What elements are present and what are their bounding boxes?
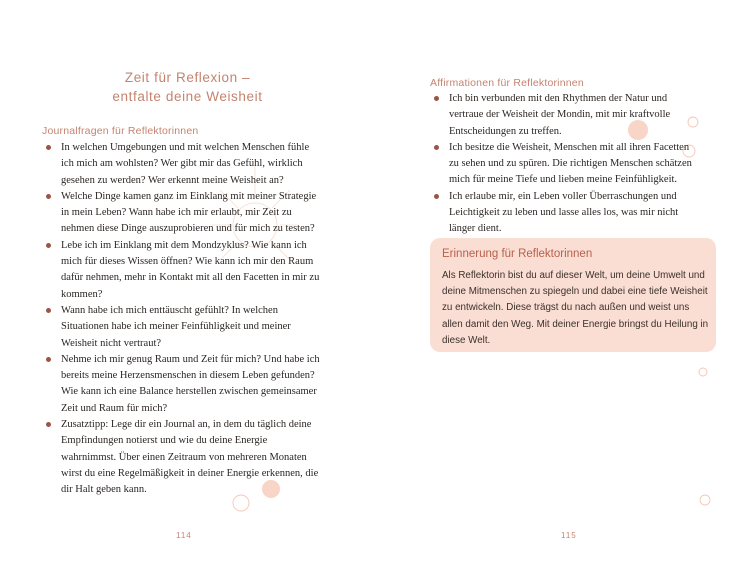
title-line-1: Zeit für Reflexion – bbox=[124, 70, 251, 85]
list-item: Wann habe ich mich enttäuscht gefühlt? In welchen Situationen habe ich meiner Feinfühligkeit und meiner Weisheit nicht vertraut? bbox=[42, 303, 320, 352]
title-line-2: entfalte deine Weisheit bbox=[112, 89, 263, 104]
list-item: Zusatztipp: Lege dir ein Journal an, in dem du täglich deine Empfindungen notierst und wie du deine Energie wahrnimmst. Über einen Zeitraum von mehreren Monaten wirst du eine Regelmäßigkeit in deiner Energie erkennen, die dir Halt geben kann. bbox=[42, 417, 320, 498]
affirmations-heading: Affirmationen für Reflektorinnen bbox=[430, 77, 584, 89]
affirmations-list bbox=[430, 91, 700, 238]
list-item: Ich besitze die Weisheit, Menschen mit all ihren Facetten zu sehen und zu spüren. Die richtigen Menschen schätzen mich für meine Tiefe und lieben meine Feinfühligkeit. bbox=[430, 140, 700, 189]
reminder-box bbox=[430, 238, 716, 352]
list-item: Lebe ich im Einklang mit dem Mondzyklus? Wie kann ich mich für dieses Wissen öffnen? Wie kann ich mir den Raum dafür nehmen, mehr in Kontakt mit all den Facetten in mir zu kommen? bbox=[42, 238, 320, 303]
list-item: Welche Dinge kamen ganz im Einklang mit meiner Strategie in mein Leben? Wann habe ich mir erlaubt, mir Zeit zu nehmen diese Dinge auszuprobieren und für mich zu testen? bbox=[42, 189, 320, 238]
page-number: 114 bbox=[176, 531, 192, 540]
reminder-box-text: Als Reflektorin bist du auf dieser Welt, um deine Umwelt und deine Mitmenschen zu spiegeln und dabei eine tiefe Weisheit zu entwickeln. Diese trägst du nach außen und weist uns allen damit den Weg. Mit deiner Energie bringst du Heilung in diese Welt. bbox=[442, 270, 709, 346]
list-item: In welchen Umgebungen und mit welchen Menschen fühle ich mich am wohlsten? Wer gibt mir das Gefühl, wirklich gesehen zu werden? Wer erkennt meine Weisheit an? bbox=[42, 140, 320, 189]
list-item: Nehme ich mir genug Raum und Zeit für mich? Und habe ich bereits meine Herzensmenschen in diesem Leben gefunden? Wie kann ich eine Balance herstellen zwischen gemeinsamer Zeit und Raum für mich? bbox=[42, 352, 320, 417]
circles-decoration bbox=[675, 360, 715, 520]
journal-questions-list bbox=[42, 140, 320, 499]
page-title bbox=[0, 68, 375, 106]
right-page bbox=[375, 0, 750, 583]
list-item: Ich erlaube mir, ein Leben voller Überraschungen und Leichtigkeit zu leben und lasse alles los, was mir nicht länger dient. bbox=[430, 189, 700, 238]
list-item: Ich bin verbunden mit den Rhythmen der Natur und vertraue der Weisheit der Mondin, mit mir kraftvolle Entscheidungen zu treffen. bbox=[430, 91, 700, 140]
journal-questions-heading: Journalfragen für Reflektorinnen bbox=[42, 125, 199, 137]
reminder-box-title: Erinnerung für Reflektorinnen bbox=[442, 248, 593, 260]
page-number: 115 bbox=[561, 531, 577, 540]
